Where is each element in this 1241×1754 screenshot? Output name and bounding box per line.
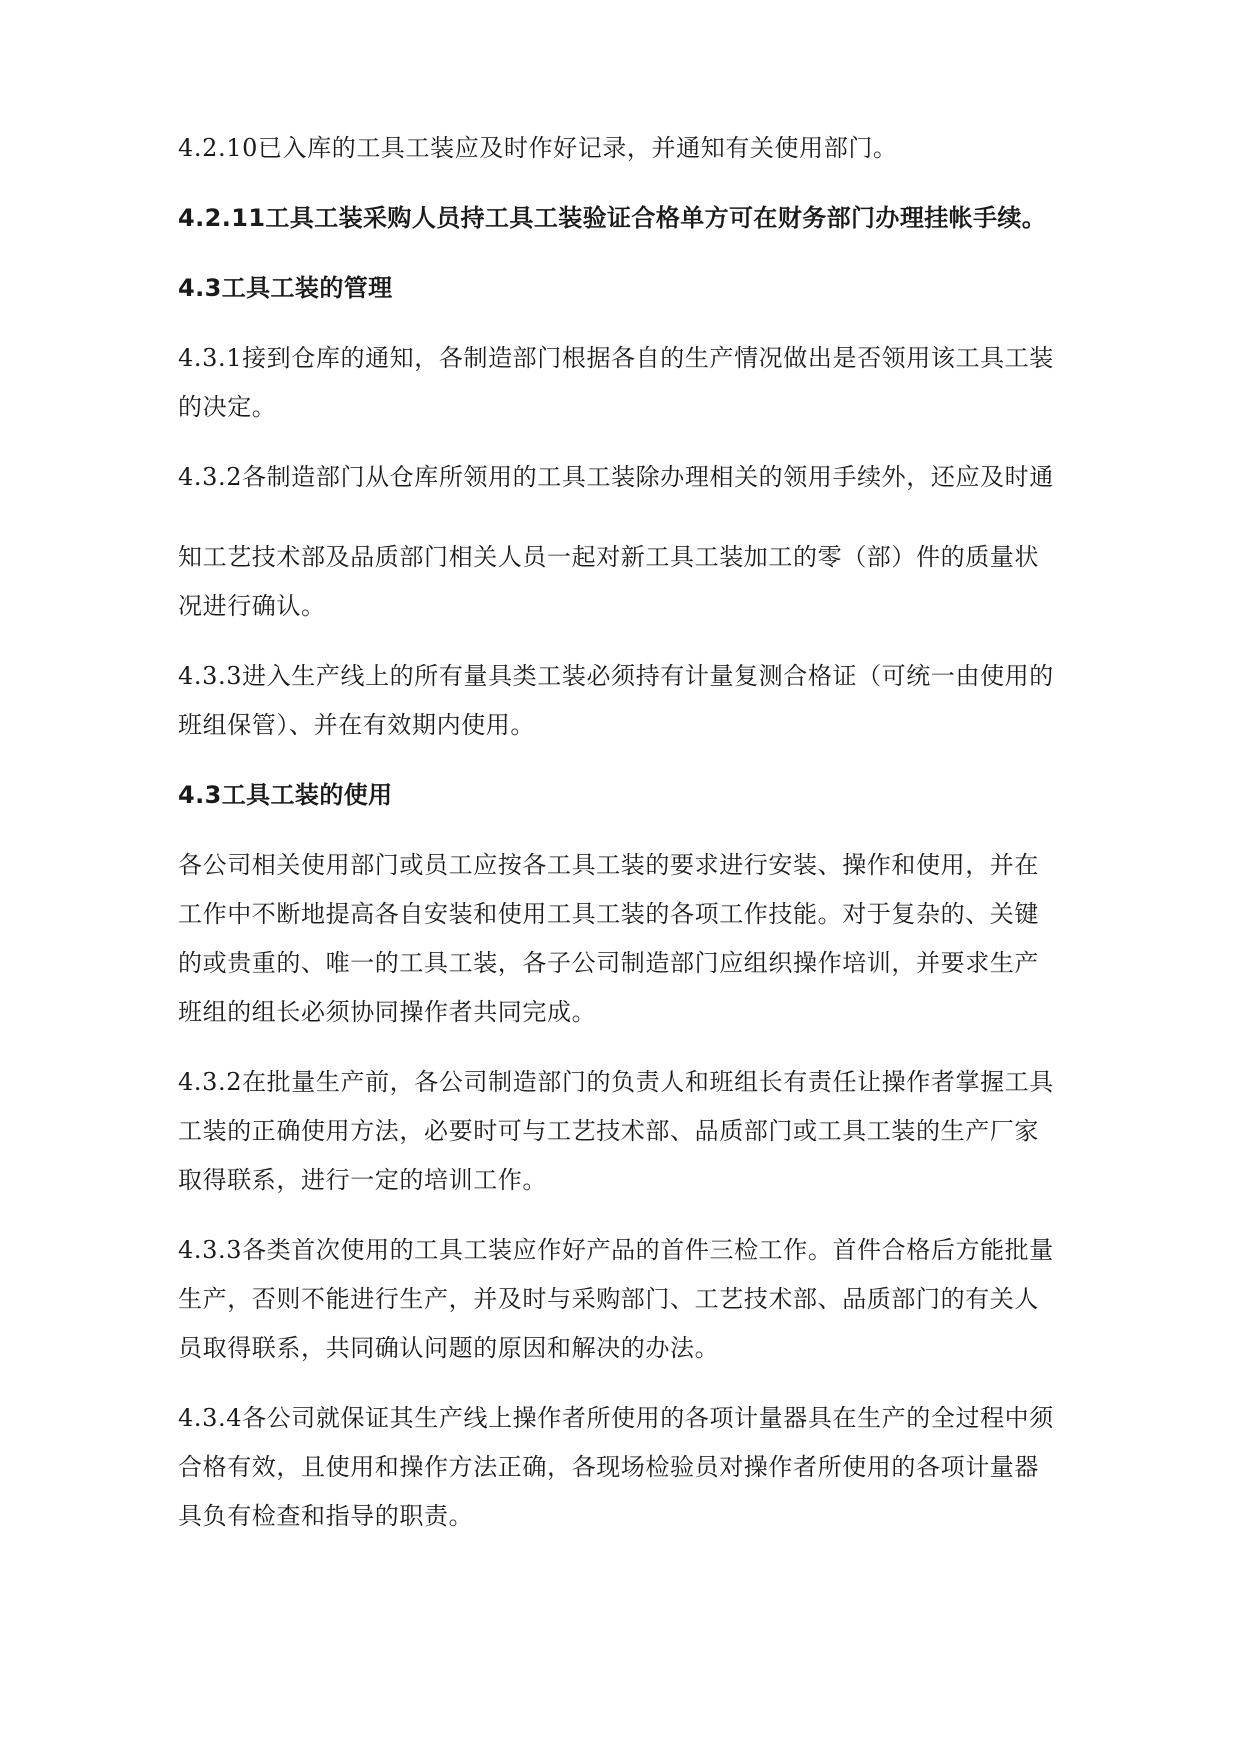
text-line: 4.3.4各公司就保证其生产线上操作者所使用的各项计量器具在生产的全过程中须 (178, 1404, 1054, 1432)
text-line: 各公司相关使用部门或员工应按各工具工装的要求进行安装、操作和使用，并在 (178, 851, 1039, 879)
text-line: 的决定。 (178, 393, 277, 421)
text-line: 4.2.11工具工装采购人员持工具工装验证合格单方可在财务部门办理挂帐手续。 (178, 204, 1047, 232)
text-line: 员取得联系，共同确认问题的原因和解决的办法。 (178, 1334, 720, 1362)
paragraph-4-3-2-cont (178, 533, 1078, 631)
text-line: 4.3.2各制造部门从仓库所领用的工具工装除办理相关的领用手续外，还应及时通 (178, 463, 1054, 491)
text-line: 生产，否则不能进行生产，并及时与采购部门、工艺技术部、品质部门的有关人 (178, 1285, 1039, 1313)
paragraph-4-3-2-first (178, 453, 1078, 502)
text-line: 工作中不断地提高各自安装和使用工具工装的各项工作技能。对于复杂的、关键 (178, 900, 1039, 928)
text-line: 4.3.3各类首次使用的工具工装应作好产品的首件三检工作。首件合格后方能批量 (178, 1236, 1054, 1264)
text-line: 知工艺技术部及品质部门相关人员一起对新工具工装加工的零（部）件的质量状 (178, 543, 1039, 571)
section-heading-management (178, 264, 1078, 313)
text-line: 工装的正确使用方法，必要时可与工艺技术部、品质部门或工具工装的生产厂家 (178, 1117, 1039, 1145)
paragraph-4-2-11 (178, 194, 1078, 243)
section-heading-usage (178, 771, 1078, 820)
text-line: 合格有效，且使用和操作方法正确，各现场检验员对操作者所使用的各项计量器 (178, 1453, 1039, 1481)
paragraph-4-3-2-usage (178, 1058, 1078, 1205)
text-line: 的或贵重的、唯一的工具工装，各子公司制造部门应组织操作培训，并要求生产 (178, 949, 1039, 977)
paragraph-usage-intro (178, 841, 1078, 1037)
text-line: 4.2.10已入库的工具工装应及时作好记录，并通知有关使用部门。 (178, 134, 898, 162)
text-line: 4.3工具工装的使用 (178, 781, 393, 809)
text-line: 4.3.1接到仓库的通知，各制造部门根据各自的生产情况做出是否领用该工具工装 (178, 344, 1054, 372)
paragraph-4-2-10 (178, 124, 1078, 173)
text-line: 4.3.2在批量生产前，各公司制造部门的负责人和班组长有责任让操作者掌握工具 (178, 1068, 1054, 1096)
text-line: 班组保管）、并在有效期内使用。 (178, 711, 535, 739)
paragraph-4-3-1 (178, 334, 1078, 432)
paragraph-4-3-4 (178, 1394, 1078, 1541)
text-line: 4.3.3进入生产线上的所有量具类工装必须持有计量复测合格证（可统一由使用的 (178, 662, 1054, 690)
text-line: 班组的组长必须协同操作者共同完成。 (178, 998, 597, 1026)
paragraph-4-3-3 (178, 652, 1078, 750)
document-page (178, 124, 1078, 1562)
text-line: 具负有检查和指导的职责。 (178, 1502, 474, 1530)
paragraph-4-3-3-usage (178, 1226, 1078, 1373)
text-line: 取得联系，进行一定的培训工作。 (178, 1166, 547, 1194)
text-line: 4.3工具工装的管理 (178, 274, 393, 302)
text-line: 况进行确认。 (178, 592, 326, 620)
